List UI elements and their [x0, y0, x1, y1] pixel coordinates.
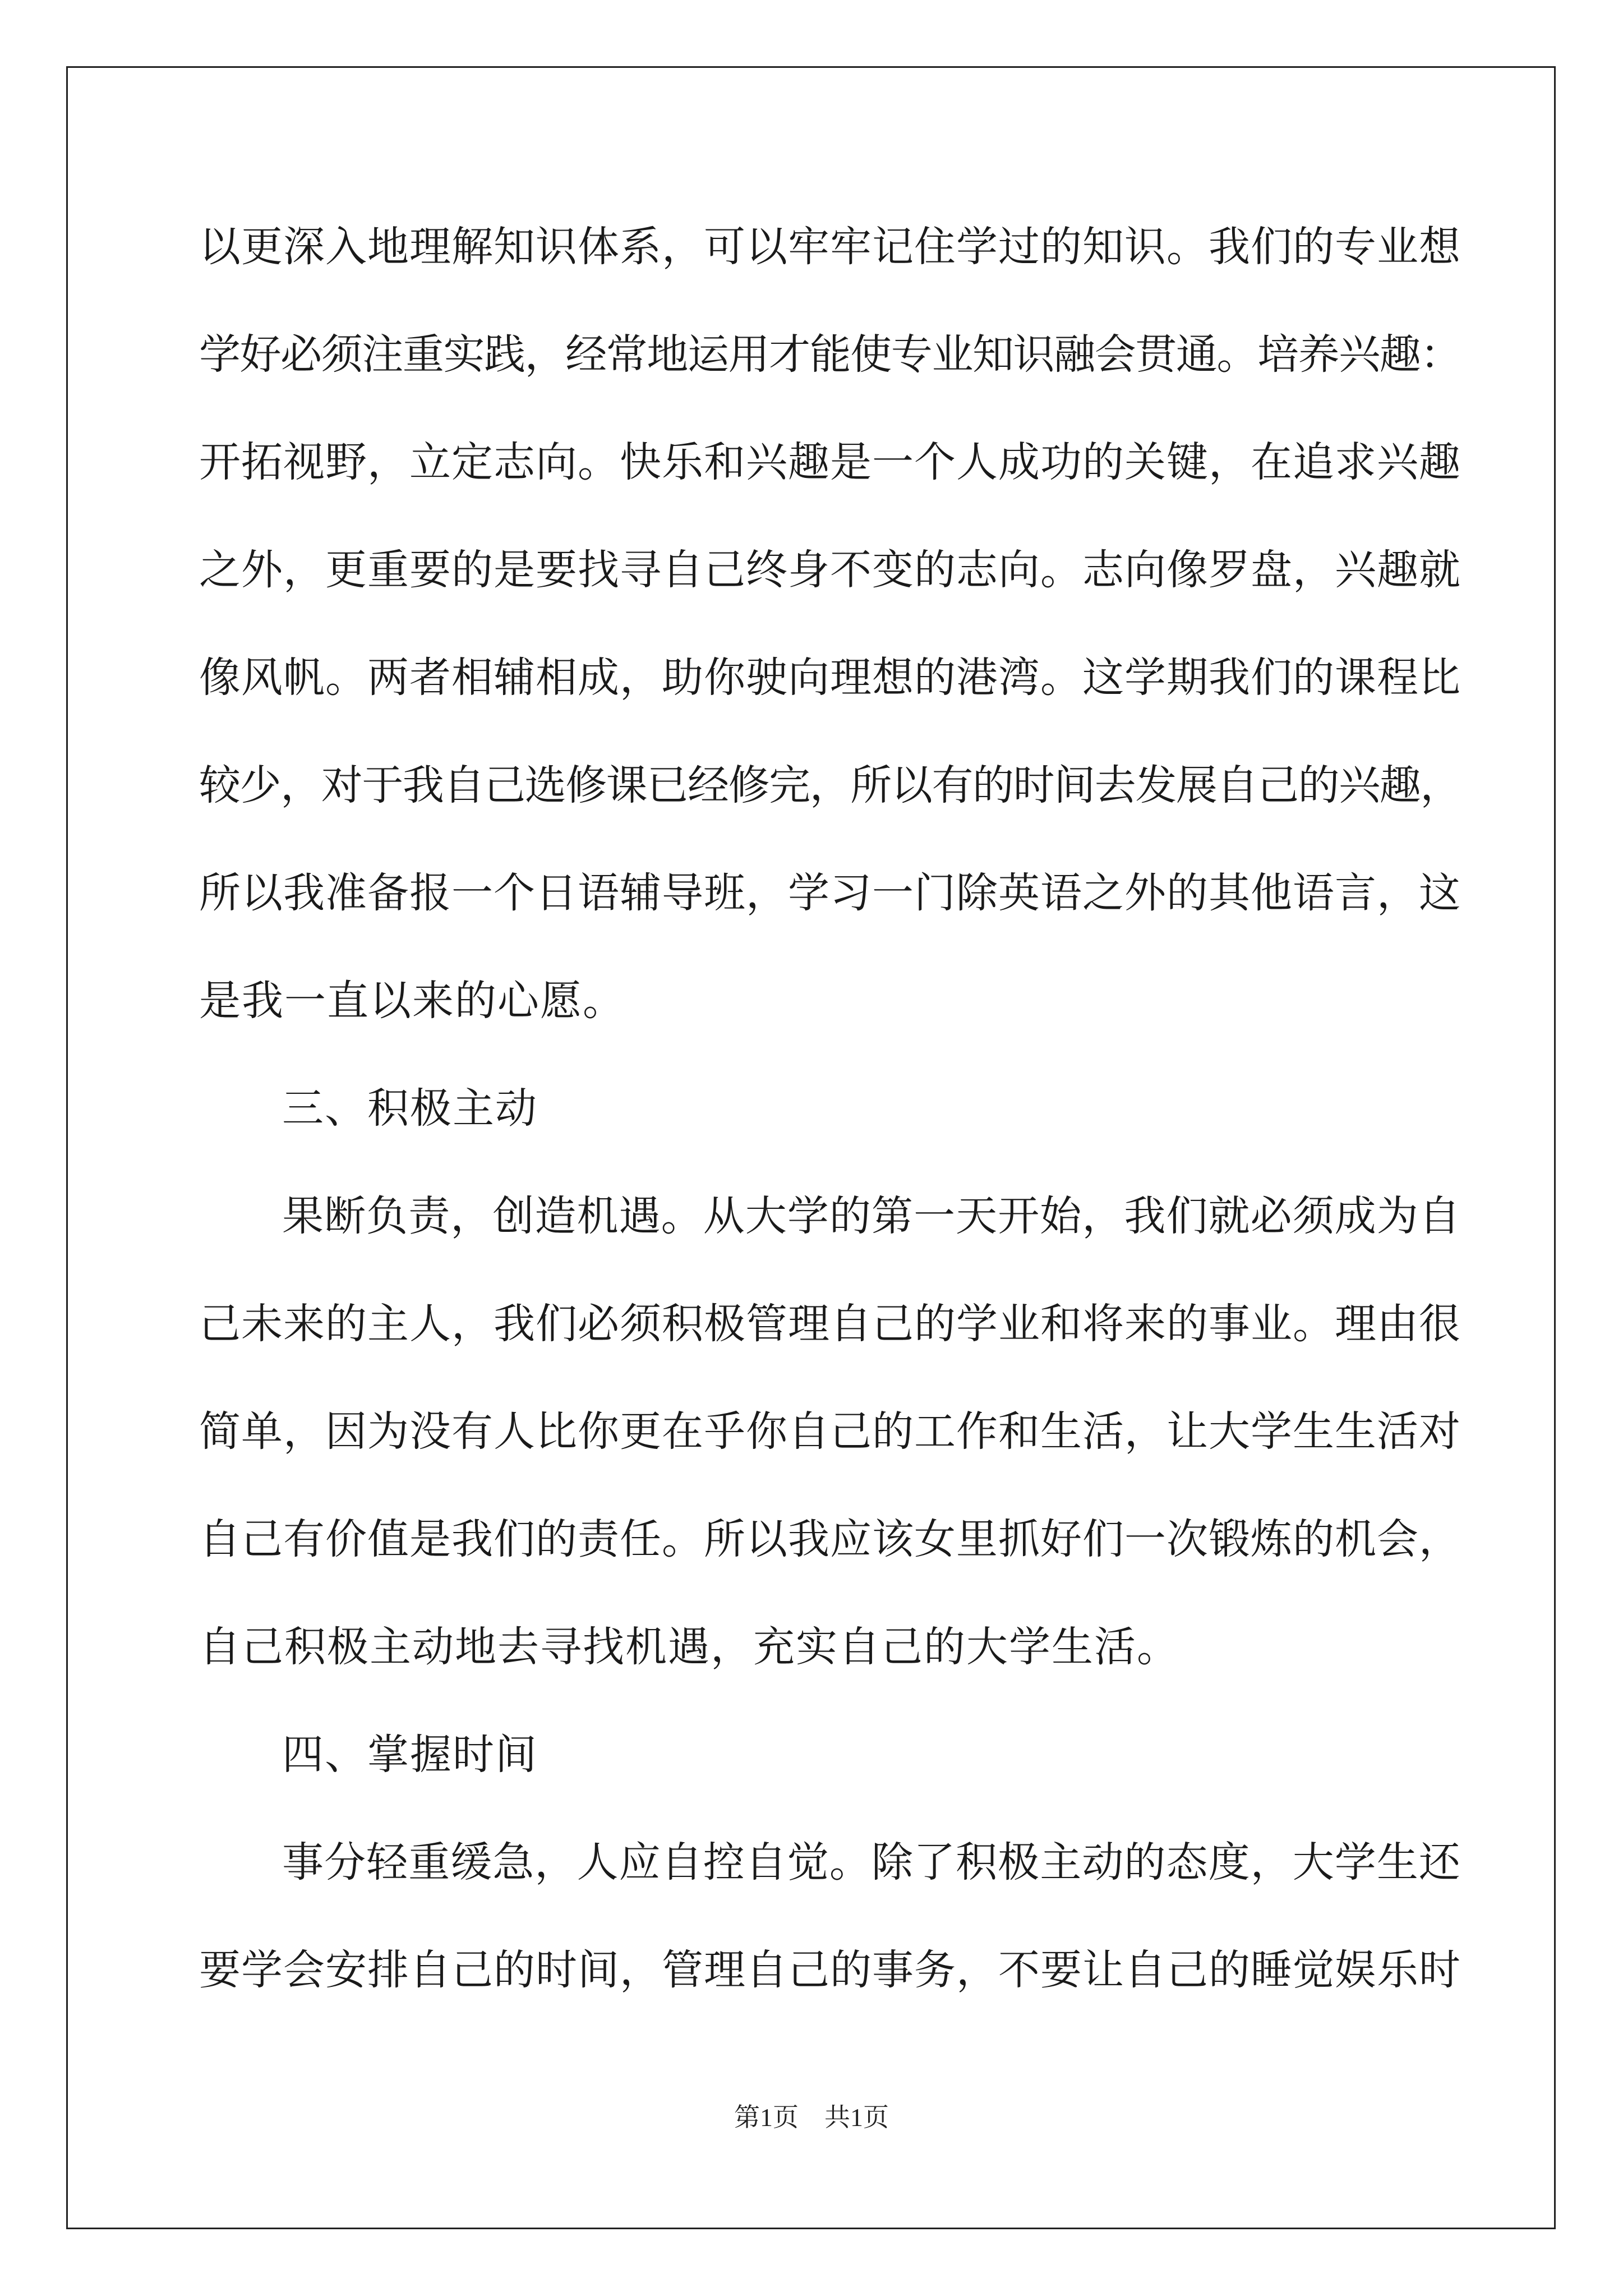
paragraph-line: 自己积极主动地去寻找机遇，充实自己的大学生活。: [199, 1623, 1179, 1671]
paragraph-line: 简单，因为没有人比你更在乎你自己的工作和生活，让大学生生活对: [199, 1407, 1461, 1456]
paragraph-line: 学好必须注重实践，经常地运用才能使专业知识融会贯通。培养兴趣：: [199, 330, 1461, 379]
paragraph-line: 以更深入地理解知识体系，可以牢牢记住学过的知识。我们的专业想: [199, 223, 1461, 271]
document-body: [199, 210, 1461, 2041]
page-footer: 第1页 共1页: [734, 2103, 889, 2132]
paragraph-line: 所以我准备报一个日语辅导班，学习一门除英语之外的其他语言，这: [199, 869, 1461, 917]
paragraph-line-indented: 果断负责，创造机遇。从大学的第一天开始，我们就必须成为自: [282, 1192, 1461, 1240]
paragraph-line: 是我一直以来的心愿。: [199, 977, 625, 1025]
paragraph-line-indented: 四、掌握时间: [282, 1731, 538, 1779]
paragraph-line: 较少，对于我自己选修课已经修完，所以有的时间去发展自己的兴趣，: [199, 761, 1461, 809]
paragraph-line: 要学会安排自己的时间，管理自己的事务，不要让自己的睡觉娱乐时: [199, 1946, 1461, 1994]
paragraph-line-indented: 三、积极主动: [282, 1084, 538, 1133]
paragraph-line-indented: 事分轻重缓急，人应自控自觉。除了积极主动的态度，大学生还: [282, 1838, 1461, 1887]
paragraph-line: 自己有价值是我们的责任。所以我应该女里抓好们一次锻炼的机会，: [199, 1515, 1461, 1563]
paragraph-line: 己未来的主人，我们必须积极管理自己的学业和将来的事业。理由很: [199, 1300, 1461, 1348]
paragraph-line: 之外，更重要的是要找寻自己终身不变的志向。志向像罗盘，兴趣就: [199, 546, 1461, 594]
paragraph-line: 像风帆。两者相辅相成，助你驶向理想的港湾。这学期我们的课程比: [199, 654, 1461, 702]
paragraph-line: 开拓视野，立定志向。快乐和兴趣是一个人成功的关键，在追求兴趣: [199, 438, 1461, 486]
